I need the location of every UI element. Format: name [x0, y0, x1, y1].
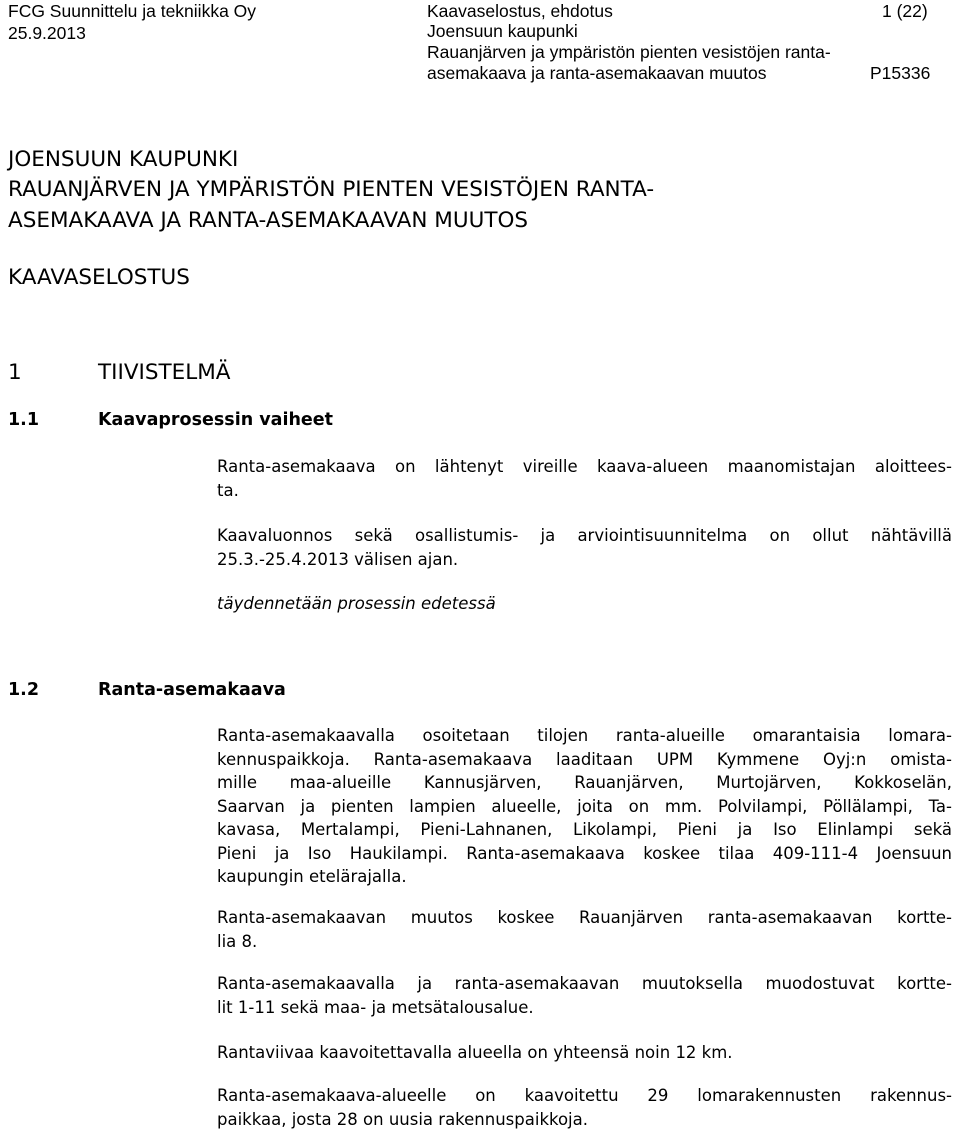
paragraph-line: lia 8. [217, 931, 258, 951]
paragraph-vireille [217, 455, 952, 502]
paragraph-line: Ranta-asemakaavan muutos koskee Rauanjärven ranta-asemakaavan kortte- [217, 908, 952, 927]
heading-section-1-2-number: 1.2 [8, 680, 40, 700]
header-date: 25.9.2013 [8, 23, 86, 43]
paragraph-rantaviiva [217, 1041, 952, 1065]
header-project-number: P15336 [870, 63, 931, 83]
paragraph-rakennuspaikat [217, 1084, 952, 1131]
heading-section-1-1 [8, 410, 333, 430]
paragraph-muutos [217, 906, 952, 953]
heading-section-1-title: TIIVISTELMÄ [98, 360, 231, 385]
header-company: FCG Suunnittelu ja tekniikka Oy [8, 1, 257, 21]
paragraph-line: Pieni ja Iso Haukilampi. Ranta-asemakaava koskee tilaa 409-111-4 Joensuun [217, 843, 952, 863]
heading-section-1-number: 1 [8, 360, 22, 385]
paragraph-nahtavilla [217, 524, 952, 571]
title-line3: ASEMAKAAVA JA RANTA-ASEMAKAAVAN MUUTOS [8, 208, 529, 233]
header-project-line1: Rauanjärven ja ympäristön pienten vesistöjen ranta- [427, 42, 831, 62]
paragraph-line: Ranta-asemakaavalla osoitetaan tilojen ranta-alueille omarantaisia lomara- [217, 726, 952, 745]
header-page-number: 1 (22) [882, 1, 928, 21]
paragraph-line: 25.3.-25.4.2013 välisen ajan. [217, 549, 459, 569]
paragraph-line: kaupungin etelärajalla. [217, 867, 407, 886]
paragraph-line: Saarvan ja pienten lampien alueelle, joita on mm. Polvilampi, Pöllälampi, Ta- [217, 796, 952, 816]
header-municipality: Joensuun kaupunki [427, 21, 578, 41]
title-kaavaselostus: KAAVASELOSTUS [8, 265, 190, 290]
heading-section-1-1-number: 1.1 [8, 410, 40, 430]
header-doc-type: Kaavaselostus, ehdotus [427, 1, 613, 21]
paragraph-line: lit 1-11 sekä maa- ja metsätalousalue. [217, 997, 534, 1017]
paragraph-ranta-asemakaava [217, 724, 952, 889]
note-italic: täydennetään prosessin edetessä [217, 594, 496, 613]
paragraph-korttelit [217, 972, 952, 1019]
paragraph-line: Rantaviivaa kaavoitettavalla alueella on yhteensä noin 12 km. [217, 1043, 733, 1062]
paragraph-line: paikkaa, josta 28 on uusia rakennuspaikkoja. [217, 1109, 589, 1129]
header-project-line2: asemakaava ja ranta-asemakaavan muutos [427, 63, 767, 83]
heading-section-1-1-title: Kaavaprosessin vaiheet [98, 410, 334, 430]
heading-section-1-2 [8, 680, 286, 700]
title-line2: RAUANJÄRVEN JA YMPÄRISTÖN PIENTEN VESISTÖJEN RANTA- [8, 177, 655, 202]
paragraph-line: Ranta-asemakaavalla ja ranta-asemakaavan muutoksella muodostuvat kortte- [217, 974, 952, 993]
heading-section-1 [8, 360, 230, 385]
paragraph-line: Ranta-asemakaava-alueelle on kaavoitettu 29 lomarakennusten rakennus- [217, 1086, 952, 1105]
paragraph-line: Kaavaluonnos sekä osallistumis- ja arviointisuunnitelma on ollut nähtävillä [217, 526, 952, 545]
paragraph-line: mille maa-alueille Kannusjärven, Rauanjärven, Murtojärven, Kokkoselän, [217, 773, 952, 792]
paragraph-line: kavasa, Mertalampi, Pieni-Lahnanen, Likolampi, Pieni ja Iso Elinlampi sekä [217, 820, 952, 839]
heading-section-1-2-title: Ranta-asemakaava [98, 680, 286, 700]
title-line1: JOENSUUN KAUPUNKI [8, 147, 239, 172]
paragraph-line: kennuspaikkoja. Ranta-asemakaava laaditaan UPM Kymmene Oyj:n omista- [217, 749, 952, 769]
paragraph-line: ta. [217, 480, 239, 500]
paragraph-line: Ranta-asemakaava on lähtenyt vireille kaava-alueen maanomistajan aloittees- [217, 457, 952, 476]
